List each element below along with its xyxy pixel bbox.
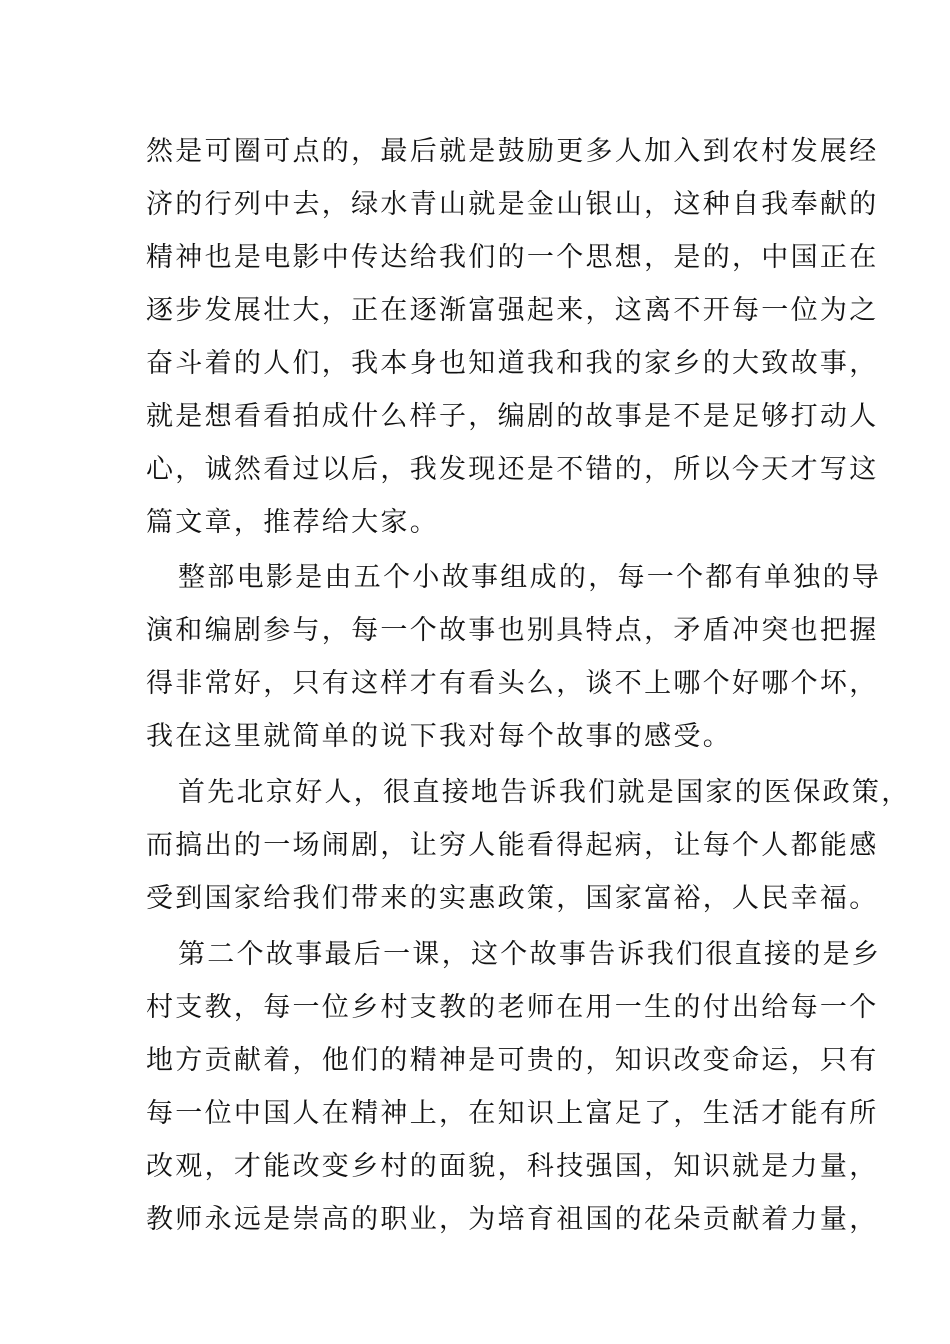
text-line: 村支教，每一位乡村支教的老师在用一生的付出给每一个	[146, 992, 879, 1023]
text-line: 就是想看看拍成什么样子，编剧的故事是不是足够打动人	[146, 401, 879, 432]
text-line: 而搞出的一场闹剧，让穷人能看得起病，让每个人都能感	[146, 830, 879, 861]
text-line: 心，诚然看过以后，我发现还是不错的，所以今天才写这	[146, 454, 879, 485]
paragraph-start-line: 第二个故事最后一课，这个故事告诉我们很直接的是乡	[178, 939, 882, 970]
text-line: 教师永远是崇高的职业，为培育祖国的花朵贡献着力量，	[146, 1204, 879, 1235]
text-line: 演和编剧参与，每一个故事也别具特点，矛盾冲突也把握	[146, 615, 879, 646]
text-line: 每一位中国人在精神上，在知识上富足了，生活才能有所	[146, 1098, 879, 1129]
paragraph-start-line: 整部电影是由五个小故事组成的，每一个都有单独的导	[178, 562, 882, 593]
text-line: 我在这里就简单的说下我对每个故事的感受。	[146, 721, 732, 752]
text-line: 精神也是电影中传达给我们的一个思想，是的，中国正在	[146, 242, 879, 273]
text-line: 得非常好，只有这样才有看头么，谈不上哪个好哪个坏，	[146, 668, 879, 699]
text-line: 济的行列中去，绿水青山就是金山银山，这种自我奉献的	[146, 189, 879, 220]
text-line: 改观，才能改变乡村的面貌，科技强国，知识就是力量，	[146, 1151, 879, 1182]
text-line: 然是可圈可点的，最后就是鼓励更多人加入到农村发展经	[146, 136, 879, 167]
text-line: 篇文章，推荐给大家。	[146, 507, 439, 538]
paragraph-start-line: 首先北京好人，很直接地告诉我们就是国家的医保政策，	[178, 777, 911, 808]
text-line: 奋斗着的人们，我本身也知道我和我的家乡的大致故事，	[146, 348, 879, 379]
text-line: 逐步发展壮大，正在逐渐富强起来，这离不开每一位为之	[146, 295, 879, 326]
text-line: 地方贡献着，他们的精神是可贵的，知识改变命运，只有	[146, 1045, 879, 1076]
text-line: 受到国家给我们带来的实惠政策，国家富裕，人民幸福。	[146, 883, 879, 914]
